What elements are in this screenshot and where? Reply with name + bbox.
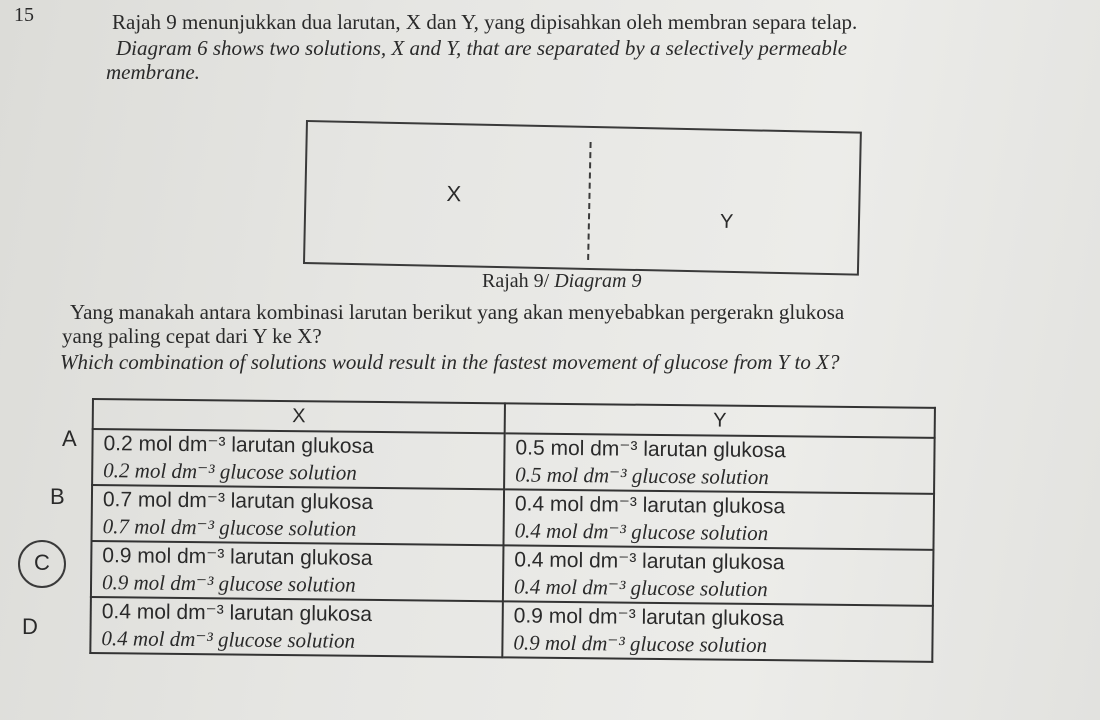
option-label-d[interactable]: D [22,614,38,639]
cell-x [90,597,503,657]
membrane-diagram [303,120,862,276]
cell-x-malay: 0.7 mol dm⁻³ larutan glukosa [102,488,374,514]
table-row [92,429,935,494]
cell-x [92,429,505,489]
solution-x-label: X [446,180,462,207]
cell-x-malay: 0.9 mol dm⁻³ larutan glukosa [102,544,373,570]
solution-y-label: Y [719,210,734,233]
cell-y-malay: 0.4 mol dm⁻³ larutan glukosa [514,492,786,519]
option-label-c[interactable]: C [34,550,50,575]
cell-y-malay: 0.4 mol dm⁻³ larutan glukosa [514,548,785,575]
cell-x-english: 0.2 mol dm⁻³ glucose solution [103,458,357,485]
question-malay-line-1: Yang manakah antara kombinasi larutan berikut yang akan menyebabkan pergerakn glukosa [70,300,845,324]
cell-x [91,541,504,601]
cell-x-english: 0.7 mol dm⁻³ glucose solution [102,514,357,541]
cell-x-malay: 0.4 mol dm⁻³ larutan glukosa [101,600,373,626]
cell-y [503,545,934,605]
cell-x-english: 0.4 mol dm⁻³ glucose solution [101,626,356,653]
cell-y-english: 0.4 mol dm⁻³ glucose solution [514,518,769,546]
cell-x [92,485,505,545]
selectively-permeable-membrane [587,142,591,260]
cell-x-malay: 0.2 mol dm⁻³ larutan glukosa [103,432,374,458]
table-row [92,485,935,550]
cell-y [502,601,933,661]
cell-y-english: 0.5 mol dm⁻³ glucose solution [515,462,769,490]
intro-malay: Rajah 9 menunjukkan dua larutan, X dan Y, yang dipisahkan oleh membran separa telap. [112,10,858,34]
intro-english-line-1: Diagram 6 shows two solutions, X and Y, that are separated by a selectively permeable [116,36,848,60]
option-label-a[interactable]: A [62,426,77,451]
question-english: Which combination of solutions would result in the fastest movement of glucose from Y to X? [60,350,840,374]
cell-y-malay: 0.9 mol dm⁻³ larutan glukosa [513,604,785,631]
cell-y-english: 0.4 mol dm⁻³ glucose solution [513,574,768,602]
table-row [90,597,933,662]
question-number: 15 [14,4,34,26]
header-y: Y [505,403,935,438]
cell-y-malay: 0.5 mol dm⁻³ larutan glukosa [515,436,786,463]
option-label-b[interactable]: B [50,484,65,509]
header-x: X [93,399,505,433]
diagram-caption [482,270,641,293]
table-row [91,541,934,606]
cell-x-english: 0.9 mol dm⁻³ glucose solution [101,570,356,597]
intro-english-line-2: membrane. [106,60,200,84]
cell-y [503,489,934,549]
question-malay-line-2: yang paling cepat dari Y ke X? [62,324,322,348]
cell-y [504,433,935,493]
caption-english: Diagram 9 [554,270,642,292]
options-table [89,398,936,663]
caption-malay: Rajah 9/ [482,270,550,292]
cell-y-english: 0.9 mol dm⁻³ glucose solution [513,630,768,658]
